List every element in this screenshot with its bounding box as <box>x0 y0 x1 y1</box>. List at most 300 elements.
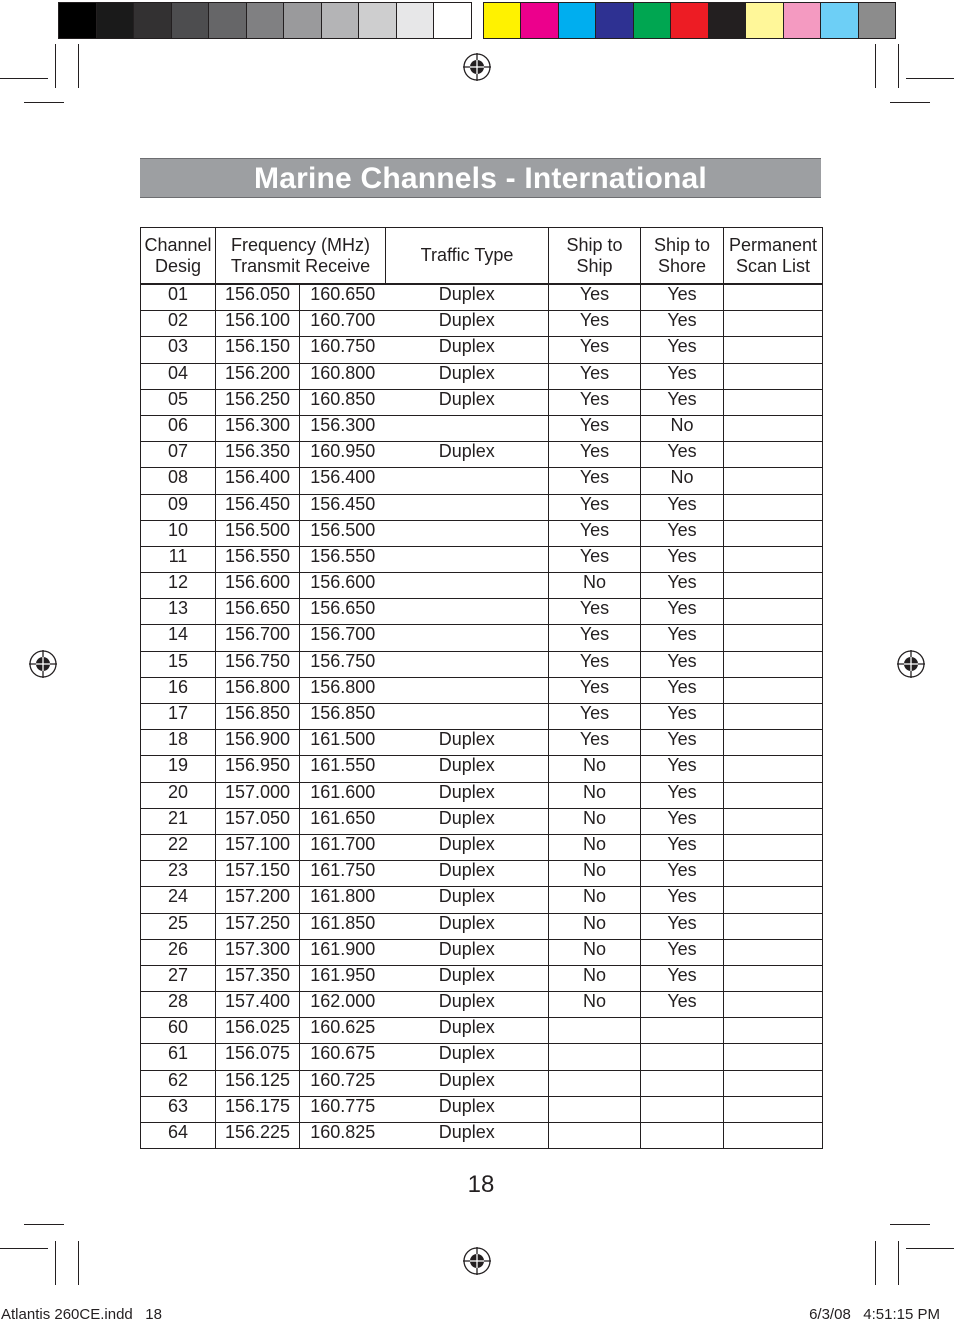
cell-traffic-type: Duplex <box>386 442 549 468</box>
table-row <box>141 468 823 494</box>
cell-receive: 161.700 <box>300 834 386 860</box>
cell-receive: 160.650 <box>300 284 386 311</box>
table-header-row <box>141 228 823 285</box>
cell-receive: 156.500 <box>300 520 386 546</box>
table-row <box>141 520 823 546</box>
cell-channel: 64 <box>141 1123 216 1149</box>
cell-channel: 02 <box>141 311 216 337</box>
cell-permanent-scan <box>724 442 823 468</box>
cell-traffic-type: Duplex <box>386 913 549 939</box>
cell-channel: 03 <box>141 337 216 363</box>
cell-permanent-scan <box>724 782 823 808</box>
cell-ship-to-ship: No <box>549 756 641 782</box>
cell-traffic-type: Duplex <box>386 1044 549 1070</box>
cell-ship-to-ship <box>549 1096 641 1122</box>
cell-ship-to-shore: Yes <box>641 861 724 887</box>
table-row <box>141 965 823 991</box>
cell-receive: 160.800 <box>300 363 386 389</box>
cell-traffic-type: Duplex <box>386 887 549 913</box>
cell-ship-to-shore <box>641 1044 724 1070</box>
cell-permanent-scan <box>724 756 823 782</box>
cell-permanent-scan <box>724 284 823 311</box>
cell-ship-to-ship: No <box>549 887 641 913</box>
cell-transmit: 156.400 <box>216 468 300 494</box>
color-swatch <box>134 3 172 38</box>
cell-transmit: 156.150 <box>216 337 300 363</box>
cell-ship-to-shore: Yes <box>641 913 724 939</box>
cell-permanent-scan <box>724 1018 823 1044</box>
header-frequency: Frequency (MHz) Transmit Receive <box>216 228 386 285</box>
cell-permanent-scan <box>724 992 823 1018</box>
cell-permanent-scan <box>724 389 823 415</box>
cell-ship-to-ship: Yes <box>549 677 641 703</box>
table-row <box>141 704 823 730</box>
cell-permanent-scan <box>724 311 823 337</box>
cell-permanent-scan <box>724 573 823 599</box>
cell-ship-to-shore: Yes <box>641 782 724 808</box>
cell-channel: 23 <box>141 861 216 887</box>
cell-receive: 161.850 <box>300 913 386 939</box>
cell-receive: 156.750 <box>300 651 386 677</box>
registration-mark-icon <box>462 1246 492 1276</box>
table-row <box>141 651 823 677</box>
cell-ship-to-shore: Yes <box>641 599 724 625</box>
cell-ship-to-shore: Yes <box>641 730 724 756</box>
cell-ship-to-ship: Yes <box>549 546 641 572</box>
table-row <box>141 1044 823 1070</box>
color-swatch <box>247 3 285 38</box>
cell-ship-to-ship: No <box>549 992 641 1018</box>
cell-traffic-type <box>386 677 549 703</box>
cell-channel: 16 <box>141 677 216 703</box>
cell-transmit: 156.225 <box>216 1123 300 1149</box>
table-row <box>141 834 823 860</box>
color-swatch <box>709 3 746 38</box>
table-row <box>141 284 823 311</box>
table-row <box>141 415 823 441</box>
cell-traffic-type <box>386 468 549 494</box>
cell-transmit: 156.075 <box>216 1044 300 1070</box>
cell-receive: 161.900 <box>300 939 386 965</box>
cell-transmit: 156.700 <box>216 625 300 651</box>
color-swatch <box>209 3 247 38</box>
cell-permanent-scan <box>724 861 823 887</box>
cell-permanent-scan <box>724 913 823 939</box>
cell-permanent-scan <box>724 363 823 389</box>
header-ship-to-shore: Ship to Shore <box>641 228 724 285</box>
cell-receive: 161.950 <box>300 965 386 991</box>
cell-traffic-type: Duplex <box>386 756 549 782</box>
cell-ship-to-ship: Yes <box>549 284 641 311</box>
cell-ship-to-shore: No <box>641 415 724 441</box>
table-row <box>141 730 823 756</box>
cell-channel: 27 <box>141 965 216 991</box>
cell-ship-to-ship: Yes <box>549 337 641 363</box>
cell-channel: 11 <box>141 546 216 572</box>
cell-transmit: 156.850 <box>216 704 300 730</box>
cell-ship-to-ship: No <box>549 808 641 834</box>
cell-permanent-scan <box>724 468 823 494</box>
cell-channel: 15 <box>141 651 216 677</box>
cell-ship-to-ship: Yes <box>549 415 641 441</box>
table-row <box>141 337 823 363</box>
cell-permanent-scan <box>724 415 823 441</box>
cell-transmit: 156.100 <box>216 311 300 337</box>
cell-channel: 62 <box>141 1070 216 1096</box>
cell-ship-to-ship: No <box>549 913 641 939</box>
header-ship-to-ship: Ship to Ship <box>549 228 641 285</box>
cell-ship-to-ship <box>549 1123 641 1149</box>
table-row <box>141 599 823 625</box>
cell-transmit: 156.800 <box>216 677 300 703</box>
cell-ship-to-shore: No <box>641 468 724 494</box>
cell-ship-to-ship: Yes <box>549 520 641 546</box>
cell-receive: 156.650 <box>300 599 386 625</box>
cell-ship-to-ship: Yes <box>549 389 641 415</box>
cell-permanent-scan <box>724 1096 823 1122</box>
cell-traffic-type <box>386 573 549 599</box>
cell-permanent-scan <box>724 1070 823 1096</box>
color-swatch <box>97 3 135 38</box>
cell-traffic-type: Duplex <box>386 861 549 887</box>
cell-transmit: 156.950 <box>216 756 300 782</box>
table-row <box>141 442 823 468</box>
color-swatch <box>484 3 521 38</box>
cell-traffic-type: Duplex <box>386 965 549 991</box>
cell-channel: 10 <box>141 520 216 546</box>
header-channel: Channel Desig <box>141 228 216 285</box>
cell-permanent-scan <box>724 939 823 965</box>
cell-ship-to-shore <box>641 1070 724 1096</box>
cell-receive: 156.700 <box>300 625 386 651</box>
cell-channel: 25 <box>141 913 216 939</box>
cell-channel: 61 <box>141 1044 216 1070</box>
cell-ship-to-shore: Yes <box>641 887 724 913</box>
file-slug: Atlantis 260CE.indd 18 <box>1 1306 162 1323</box>
cell-permanent-scan <box>724 520 823 546</box>
cell-traffic-type <box>386 415 549 441</box>
cell-ship-to-shore: Yes <box>641 337 724 363</box>
cell-traffic-type <box>386 625 549 651</box>
cell-ship-to-ship <box>549 1018 641 1044</box>
cell-permanent-scan <box>724 677 823 703</box>
cell-transmit: 157.000 <box>216 782 300 808</box>
cell-transmit: 156.450 <box>216 494 300 520</box>
header-permanent-scan: Permanent Scan List <box>724 228 823 285</box>
cell-ship-to-shore: Yes <box>641 442 724 468</box>
cell-transmit: 157.100 <box>216 834 300 860</box>
cell-ship-to-shore: Yes <box>641 756 724 782</box>
table-row <box>141 1096 823 1122</box>
cell-receive: 160.825 <box>300 1123 386 1149</box>
cell-transmit: 156.175 <box>216 1096 300 1122</box>
cell-traffic-type: Duplex <box>386 1123 549 1149</box>
color-swatch <box>397 3 435 38</box>
color-swatch <box>671 3 708 38</box>
cell-permanent-scan <box>724 704 823 730</box>
cell-ship-to-shore: Yes <box>641 573 724 599</box>
table-row <box>141 939 823 965</box>
cell-channel: 13 <box>141 599 216 625</box>
cell-transmit: 156.300 <box>216 415 300 441</box>
cell-transmit: 156.500 <box>216 520 300 546</box>
cell-channel: 18 <box>141 730 216 756</box>
cell-transmit: 156.900 <box>216 730 300 756</box>
cell-channel: 28 <box>141 992 216 1018</box>
cell-ship-to-shore: Yes <box>641 389 724 415</box>
cell-transmit: 157.300 <box>216 939 300 965</box>
cell-receive: 160.775 <box>300 1096 386 1122</box>
page-number: 18 <box>467 1171 495 1198</box>
cell-channel: 07 <box>141 442 216 468</box>
cell-channel: 63 <box>141 1096 216 1122</box>
page-title: Marine Channels - International <box>254 162 707 195</box>
cell-receive: 161.500 <box>300 730 386 756</box>
title-bar <box>140 158 821 198</box>
color-swatch <box>634 3 671 38</box>
date-slug: 6/3/08 4:51:15 PM <box>809 1306 940 1323</box>
cell-channel: 22 <box>141 834 216 860</box>
cell-receive: 156.300 <box>300 415 386 441</box>
cell-permanent-scan <box>724 599 823 625</box>
cell-receive: 156.550 <box>300 546 386 572</box>
table-row <box>141 494 823 520</box>
cell-ship-to-ship: Yes <box>549 442 641 468</box>
cell-permanent-scan <box>724 625 823 651</box>
cell-permanent-scan <box>724 730 823 756</box>
color-swatch <box>172 3 210 38</box>
color-swatch <box>596 3 633 38</box>
cell-ship-to-ship <box>549 1070 641 1096</box>
table-row <box>141 1123 823 1149</box>
cell-ship-to-ship: No <box>549 939 641 965</box>
cell-permanent-scan <box>724 1044 823 1070</box>
cell-channel: 05 <box>141 389 216 415</box>
cell-channel: 14 <box>141 625 216 651</box>
cell-transmit: 156.050 <box>216 284 300 311</box>
header-traffic-type: Traffic Type <box>386 228 549 285</box>
cell-channel: 09 <box>141 494 216 520</box>
cell-transmit: 156.750 <box>216 651 300 677</box>
table-row <box>141 1070 823 1096</box>
cell-receive: 160.725 <box>300 1070 386 1096</box>
color-swatch <box>746 3 783 38</box>
cell-channel: 24 <box>141 887 216 913</box>
cell-channel: 01 <box>141 284 216 311</box>
cell-ship-to-ship: Yes <box>549 730 641 756</box>
cell-receive: 161.600 <box>300 782 386 808</box>
cell-receive: 156.400 <box>300 468 386 494</box>
registration-mark-icon <box>896 649 926 679</box>
color-swatch <box>322 3 360 38</box>
cell-channel: 19 <box>141 756 216 782</box>
table-row <box>141 573 823 599</box>
cell-ship-to-shore <box>641 1096 724 1122</box>
cell-traffic-type: Duplex <box>386 730 549 756</box>
cell-permanent-scan <box>724 965 823 991</box>
cell-permanent-scan <box>724 1123 823 1149</box>
table-row <box>141 887 823 913</box>
cell-ship-to-shore: Yes <box>641 494 724 520</box>
cell-receive: 156.600 <box>300 573 386 599</box>
cell-traffic-type <box>386 704 549 730</box>
cell-transmit: 156.025 <box>216 1018 300 1044</box>
cell-channel: 06 <box>141 415 216 441</box>
cell-ship-to-shore: Yes <box>641 965 724 991</box>
cell-ship-to-shore <box>641 1123 724 1149</box>
cell-traffic-type <box>386 520 549 546</box>
cell-ship-to-ship: Yes <box>549 625 641 651</box>
color-swatch <box>359 3 397 38</box>
cell-receive: 160.750 <box>300 337 386 363</box>
table-row <box>141 389 823 415</box>
cell-permanent-scan <box>724 546 823 572</box>
cell-receive: 156.800 <box>300 677 386 703</box>
grayscale-color-bar <box>58 2 472 39</box>
cell-ship-to-ship: Yes <box>549 704 641 730</box>
table-row <box>141 861 823 887</box>
cell-transmit: 156.250 <box>216 389 300 415</box>
table-row <box>141 677 823 703</box>
cell-receive: 161.800 <box>300 887 386 913</box>
cell-receive: 156.850 <box>300 704 386 730</box>
cell-ship-to-shore: Yes <box>641 992 724 1018</box>
cell-receive: 160.700 <box>300 311 386 337</box>
cell-traffic-type: Duplex <box>386 782 549 808</box>
cell-ship-to-ship: No <box>549 861 641 887</box>
cell-traffic-type <box>386 599 549 625</box>
cell-ship-to-ship: Yes <box>549 311 641 337</box>
cell-ship-to-shore: Yes <box>641 625 724 651</box>
table-row <box>141 756 823 782</box>
cell-traffic-type: Duplex <box>386 1018 549 1044</box>
cell-ship-to-shore: Yes <box>641 939 724 965</box>
table-row <box>141 1018 823 1044</box>
cell-traffic-type: Duplex <box>386 808 549 834</box>
cell-traffic-type: Duplex <box>386 284 549 311</box>
cell-receive: 160.625 <box>300 1018 386 1044</box>
cell-transmit: 156.650 <box>216 599 300 625</box>
cell-transmit: 156.125 <box>216 1070 300 1096</box>
registration-mark-icon <box>462 52 492 82</box>
cell-receive: 160.675 <box>300 1044 386 1070</box>
cell-traffic-type <box>386 494 549 520</box>
cell-traffic-type: Duplex <box>386 311 549 337</box>
cell-traffic-type <box>386 546 549 572</box>
table-row <box>141 625 823 651</box>
cell-traffic-type: Duplex <box>386 1096 549 1122</box>
cell-channel: 26 <box>141 939 216 965</box>
color-swatch <box>59 3 97 38</box>
cell-traffic-type: Duplex <box>386 939 549 965</box>
table-row <box>141 992 823 1018</box>
cell-ship-to-shore <box>641 1018 724 1044</box>
color-swatch <box>434 3 471 38</box>
color-swatch <box>784 3 821 38</box>
cell-permanent-scan <box>724 651 823 677</box>
table-row <box>141 311 823 337</box>
cell-ship-to-shore: Yes <box>641 677 724 703</box>
cell-permanent-scan <box>724 887 823 913</box>
color-swatch <box>521 3 558 38</box>
cell-channel: 17 <box>141 704 216 730</box>
cell-ship-to-ship: No <box>549 834 641 860</box>
cell-traffic-type: Duplex <box>386 1070 549 1096</box>
cell-transmit: 156.200 <box>216 363 300 389</box>
color-swatch <box>559 3 596 38</box>
cell-traffic-type: Duplex <box>386 363 549 389</box>
cell-ship-to-ship: Yes <box>549 363 641 389</box>
cell-ship-to-shore: Yes <box>641 363 724 389</box>
cell-receive: 161.750 <box>300 861 386 887</box>
table-row <box>141 782 823 808</box>
cell-ship-to-ship: No <box>549 573 641 599</box>
cell-channel: 04 <box>141 363 216 389</box>
cell-traffic-type <box>386 651 549 677</box>
cell-receive: 156.450 <box>300 494 386 520</box>
table-row <box>141 808 823 834</box>
cell-transmit: 157.150 <box>216 861 300 887</box>
registration-mark-icon <box>28 649 58 679</box>
cell-permanent-scan <box>724 494 823 520</box>
cell-receive: 161.650 <box>300 808 386 834</box>
cell-ship-to-shore: Yes <box>641 311 724 337</box>
cell-ship-to-ship: No <box>549 782 641 808</box>
cell-transmit: 156.350 <box>216 442 300 468</box>
cell-traffic-type: Duplex <box>386 389 549 415</box>
table-row <box>141 363 823 389</box>
marine-channels-table <box>140 227 823 1149</box>
cell-ship-to-shore: Yes <box>641 704 724 730</box>
cell-ship-to-ship: Yes <box>549 494 641 520</box>
cell-transmit: 157.250 <box>216 913 300 939</box>
cell-ship-to-shore: Yes <box>641 546 724 572</box>
cell-permanent-scan <box>724 337 823 363</box>
cell-permanent-scan <box>724 808 823 834</box>
cell-traffic-type: Duplex <box>386 992 549 1018</box>
cell-channel: 21 <box>141 808 216 834</box>
cell-ship-to-ship: No <box>549 965 641 991</box>
cell-ship-to-ship: Yes <box>549 468 641 494</box>
cell-traffic-type: Duplex <box>386 834 549 860</box>
cell-transmit: 157.050 <box>216 808 300 834</box>
cell-ship-to-shore: Yes <box>641 808 724 834</box>
color-swatch <box>821 3 858 38</box>
cell-channel: 12 <box>141 573 216 599</box>
cell-receive: 160.850 <box>300 389 386 415</box>
process-color-bar <box>483 2 896 39</box>
cell-transmit: 157.400 <box>216 992 300 1018</box>
cell-ship-to-shore: Yes <box>641 284 724 311</box>
color-swatch <box>859 3 895 38</box>
cell-ship-to-ship: Yes <box>549 599 641 625</box>
cell-channel: 08 <box>141 468 216 494</box>
cell-channel: 20 <box>141 782 216 808</box>
cell-channel: 60 <box>141 1018 216 1044</box>
table-row <box>141 546 823 572</box>
table-row <box>141 913 823 939</box>
cell-ship-to-ship <box>549 1044 641 1070</box>
cell-receive: 162.000 <box>300 992 386 1018</box>
cell-transmit: 156.600 <box>216 573 300 599</box>
cell-transmit: 156.550 <box>216 546 300 572</box>
cell-transmit: 157.350 <box>216 965 300 991</box>
cell-receive: 160.950 <box>300 442 386 468</box>
cell-ship-to-ship: Yes <box>549 651 641 677</box>
cell-ship-to-shore: Yes <box>641 834 724 860</box>
cell-transmit: 157.200 <box>216 887 300 913</box>
cell-permanent-scan <box>724 834 823 860</box>
